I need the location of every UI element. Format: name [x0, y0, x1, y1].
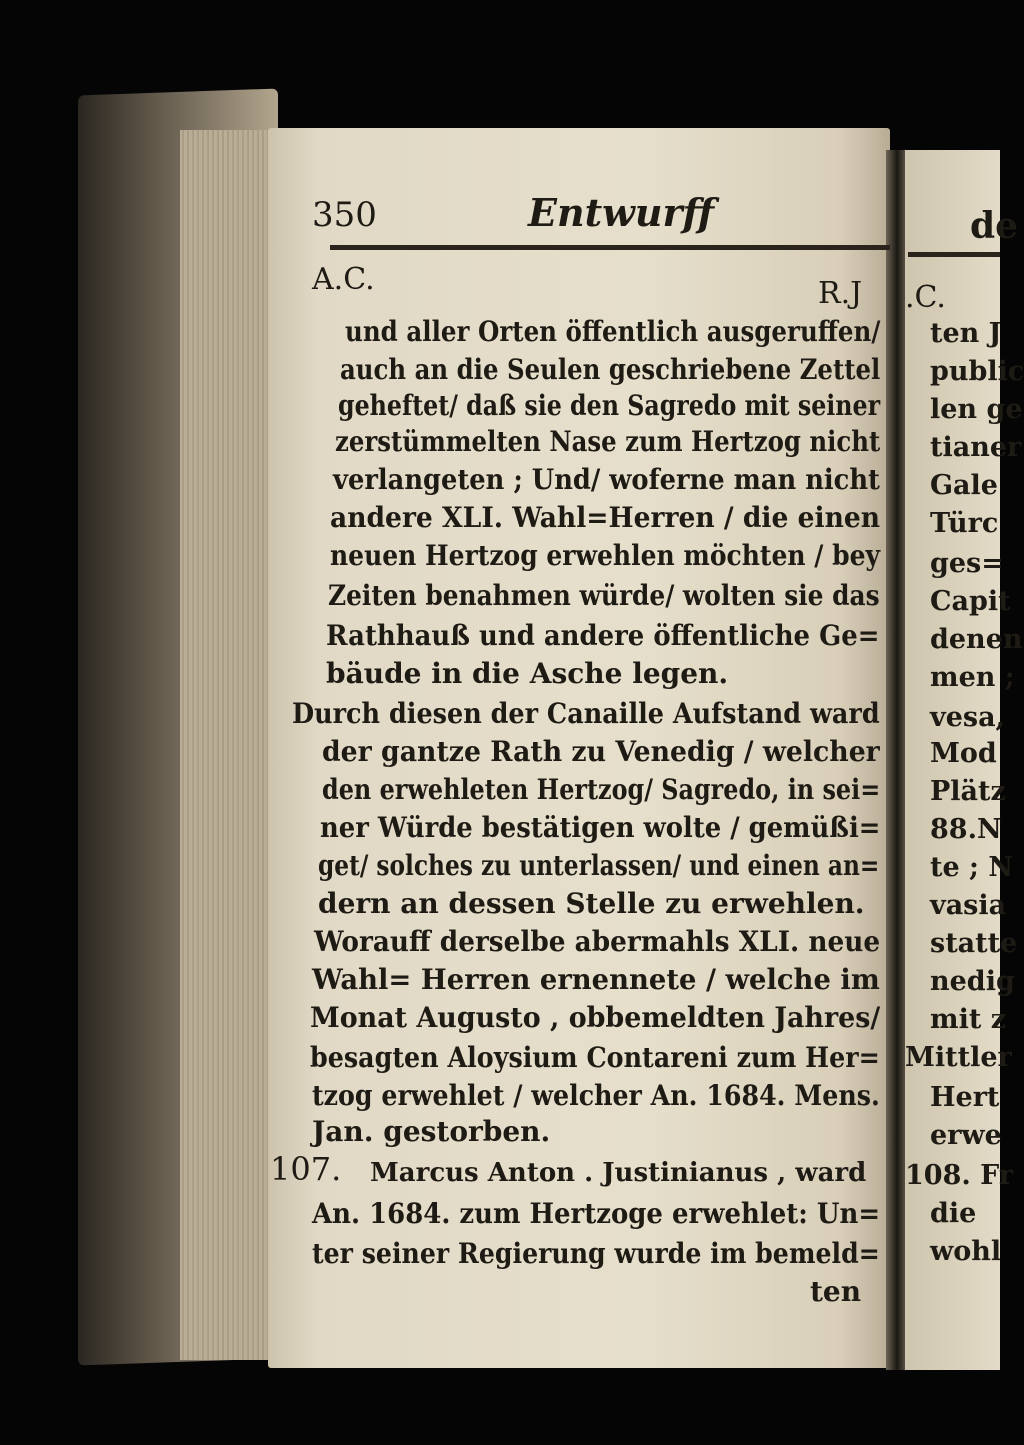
text-line: auch an die Seulen geschriebene Zettel	[340, 353, 881, 386]
text-line: public	[930, 356, 1024, 387]
text-line: dern an dessen Stelle zu erwehlen.	[318, 887, 865, 920]
text-line: Mod	[930, 738, 997, 769]
right-header-rule	[908, 252, 1000, 257]
text-line: ges=	[930, 548, 1004, 579]
text-line: vesa,	[930, 702, 1005, 733]
right-running-head: de	[970, 205, 1019, 247]
text-line: neuen Hertzog erwehlen möchten / bey	[330, 539, 881, 572]
text-line: 88.N	[930, 814, 1002, 845]
running-head: Entwurff	[528, 190, 714, 235]
text-line: den erwehleten Hertzog/ Sagredo, in sei=	[322, 773, 881, 806]
text-line: Mittler	[905, 1042, 1012, 1073]
text-line: ter seiner Regierung wurde im bemeld=	[312, 1237, 880, 1270]
entry-number: 107.	[270, 1150, 342, 1188]
text-line: der gantze Rath zu Venedig / welcher	[322, 735, 880, 768]
text-line: statte	[930, 928, 1018, 959]
text-line: te ; N	[930, 852, 1014, 883]
text-line: Gale	[930, 470, 998, 501]
text-line: Capit	[930, 586, 1011, 617]
text-line: Türc	[930, 508, 999, 539]
text-line: mit z	[930, 1004, 1007, 1035]
text-line: Plätz	[930, 776, 1006, 807]
text-line: ner Würde bestätigen wolte / gemüßi=	[320, 811, 881, 844]
text-line: geheftet/ daß sie den Sagredo mit seiner	[338, 389, 881, 422]
text-line: zerstümmelten Nase zum Hertzog nicht	[335, 425, 881, 458]
text-line: wohl	[930, 1236, 1002, 1267]
text-line: erwe	[930, 1120, 1002, 1151]
text-line: Rathhauß und andere öffentliche Ge=	[326, 619, 880, 652]
text-line: len ge	[930, 394, 1023, 425]
text-line: men ;	[930, 662, 1015, 693]
text-line: Wahl= Herren ernennete / welche im	[312, 963, 880, 996]
text-line: vasia	[930, 890, 1007, 921]
header-rule	[330, 245, 890, 250]
text-line: denen	[930, 624, 1023, 655]
text-line: An. 1684. zum Hertzoge erwehlet: Un=	[312, 1197, 881, 1230]
text-line: Marcus Anton . Justinianus , ward	[370, 1158, 867, 1188]
text-line: Zeiten benahmen würde/ wolten sie das	[328, 579, 880, 612]
margin-note-rj: R.J	[818, 276, 863, 311]
text-line: besagten Aloysium Contareni zum Her=	[310, 1041, 880, 1074]
text-line: tianer	[930, 432, 1022, 463]
text-line: bäude in die Asche legen.	[326, 657, 729, 690]
text-line: Monat Augusto , obbemeldten Jahres/	[310, 1001, 881, 1034]
text-line: Hert	[930, 1082, 1000, 1113]
margin-note-ac: A.C.	[312, 262, 375, 297]
text-line: und aller Orten öffentlich ausgeruffen/	[345, 315, 881, 348]
text-line: verlangeten ; Und/ woferne man nicht	[333, 463, 880, 496]
text-line: Durch diesen der Canaille Aufstand ward	[292, 697, 880, 730]
text-line: get/ solches zu unterlassen/ und einen an=	[318, 849, 880, 882]
text-line: ten J	[930, 318, 1002, 349]
text-line: die	[930, 1198, 977, 1229]
text-line: Worauff derselbe abermahls XLI. neue	[314, 925, 881, 958]
page-number: 350	[312, 195, 377, 235]
text-line: 108. Fr	[905, 1160, 1014, 1191]
text-line: Jan. gestorben.	[312, 1115, 551, 1148]
text-line: ten	[810, 1275, 862, 1308]
book-fore-edge	[180, 130, 280, 1360]
right-margin-note: .C.	[905, 280, 946, 315]
text-line: tzog erwehlet / welcher An. 1684. Mens.	[312, 1079, 880, 1112]
text-line: nedig	[930, 966, 1015, 997]
text-line: andere XLI. Wahl=Herren / die einen	[330, 501, 881, 534]
